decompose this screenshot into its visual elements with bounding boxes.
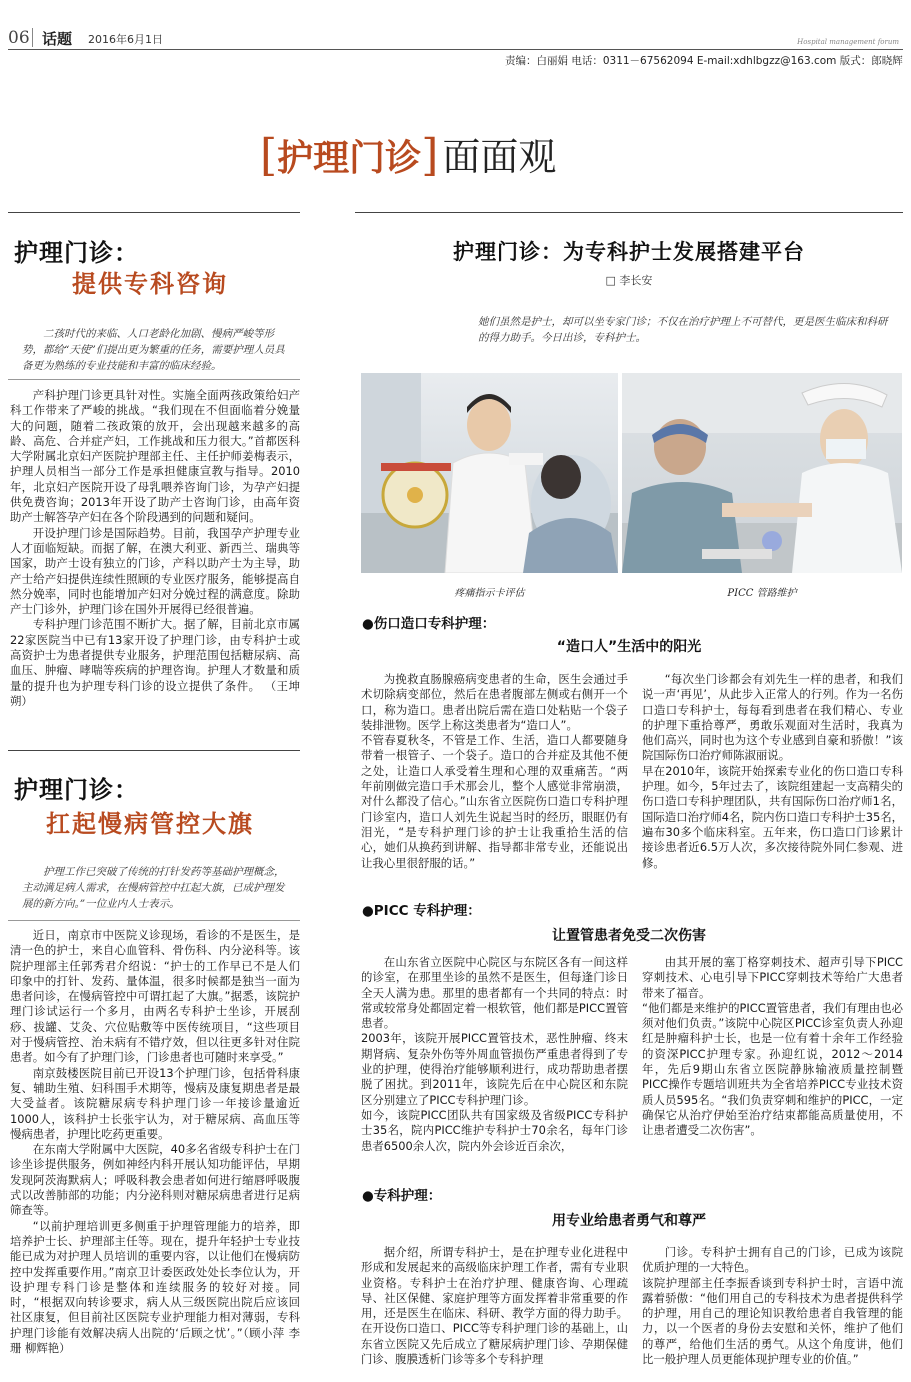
banner-bracket-open: [	[260, 130, 278, 181]
photo-picc-maintenance	[622, 373, 902, 573]
section3-column-a: 据介绍，所谓专科护士，是在护理专业化进程中形成和发展起来的高级临床护理工作者，需有专业职业资格。专科护士在治疗护理、健康咨询、心理疏导、社区保健、家庭护理等方面发挥着非常重要的作用，还是医生在临床、科研、教学方面的得力助手。在开设伤口造口、PICC等专科护理门诊的基础上，山东省立医院又先后成立了糖尿病护理门诊、孕期保健门诊、腹膜透析门诊等多个专科护理	[361, 1245, 628, 1367]
section1-column-b: “每次坐门诊都会有刘先生一样的患者，和我们说一声‘再见’，从此步入正常人的行列。作为一名伤口造口专科护士，每每看到患者在我们精心、专业的护理下重拾尊严，勇敢乐观面对生活时，我真为他们高兴，同时也为这个专业感到自豪和骄傲！”该院国际伤口治疗师陈淑丽说。 早在2010年，该院开始探索专业化的伤口造口专科护理。如今，5年过去了，该院组建起一支高精尖的伤口造口专科护理团队，共有国际伤口治疗师1名，国际造口治疗师4名，院内伤口造口专科护士35名，遍布30多个临床科室。五年来，伤口造口门诊累计接诊患者近6.5万人次，多次接待院外同仁参观、进修。	[642, 672, 903, 870]
banner-black-text: 面面观	[442, 135, 557, 179]
left2-title-line2: 扛起慢病管控大旗	[46, 809, 254, 838]
left2-para-1: 近日，南京市中医院义诊现场，看诊的不是医生，是清一色的护士，来自心血管科、骨伤科、内分泌科等。该院护理部主任郭秀君介绍说：“护士的工作早已不是人们印象中的打针、发药、量体温，很多时候都是独当一面为患者问诊，在慢病管控中可谓扛起了大旗。”据悉，该院护理门诊试运行一个多月，由两名专科护士坐诊，开展刮痧、拔罐、艾灸、穴位贴敷等中医传统项目，“这些项目对于慢病管控、治未病有不错疗效，但以往更多针对住院患者。如今有了护理门诊，门诊患者也可随时来享受。”	[10, 928, 300, 1065]
editor-credits: 责编：白丽娟 电话：0311－67562094 E-mail:xdhlbgzz@163.com 版式：郎晓辉	[505, 55, 903, 67]
left-top-rule	[8, 212, 300, 213]
photo-picc-maintenance-illustration	[622, 373, 902, 573]
right-top-rule	[355, 212, 903, 213]
left1-para-3: 专科护理门诊范围不断扩大。据了解，目前北京市属22家医院当中已有13家开设了护理门诊，由专科护士或高资护士为患者提供专业服务，护理范围包括糖尿病、高血压、肿瘤、哮喘等疾病的护理咨询。护理人才数量和质量的提升也为护理专科门诊的设立提供了条件。 （王坤朔）	[10, 617, 300, 708]
section3-subtitle: 用专业给患者勇气和尊严	[552, 1213, 706, 1229]
page-banner	[260, 132, 680, 182]
banner-red-text: 护理门诊	[277, 137, 422, 179]
section3-heading: ●专科护理：	[362, 1188, 442, 1204]
photo-pain-assessment-illustration	[361, 373, 618, 573]
photo2-caption: PICC 管路维护	[727, 588, 797, 599]
left1-lead: 二孩时代的来临、人口老龄化加剧、慢病严峻等形势，都给“天使”们提出更为繁重的任务，需要护理人员具备更为熟练的专业技能和丰富的临床经验。	[22, 328, 285, 372]
section1-heading: ●伤口造口专科护理：	[362, 616, 496, 632]
header-divider	[32, 28, 33, 47]
banner-bracket-close: ]	[421, 130, 439, 181]
section-label: 话题	[42, 30, 73, 48]
left1-para-1: 产科护理门诊更具针对性。实施全面两孩政策给妇产科工作带来了严峻的挑战。“我们现在不但面临着分娩量大的问题，随着二孩政策的放开，会出现越来越多的高龄、高危、合并症产妇，工作挑战和压力很大。”首都医科大学附属北京妇产医院护理部主任、主任护师姜梅表示，护理人员相当一部分工作是承担健康宣教与指导。2010年，北京妇产医院开设了母乳喂养咨询门诊，为孕产妇提供免费咨询；2013年开设了助产士咨询门诊，由高年资助产士解答孕产妇在各个阶段遇到的问题和疑问。	[10, 388, 300, 525]
left2-lead-rule	[8, 920, 300, 921]
issue-date: 2016年6月1日	[88, 33, 163, 46]
left1-title-line2: 提供专科咨询	[72, 269, 228, 298]
left2-para-3: 在东南大学附属中大医院，40多名省级专科护士在门诊坐诊提供服务，例如神经内科开展认知功能评估，早期发现阿茨海默病人；呼吸科教会患者如何进行缩唇呼吸腹式以改善肺部的功能；内分泌科则对糖尿病患者进行足病筛查等。	[10, 1142, 300, 1218]
left2-para-4: “以前护理培训更多侧重于护理管理能力的培养，即培养护士长、护理部主任等。现在，提升年轻护士专业技能已成为对护理人员培训的重要内容，以让他们在慢病防控中发挥重要作用。”南京卫计委医政处处长李位认为，开设护理专科门诊是整体和连续服务的较好对接。同时，“根据双向转诊要求，病人从三级医院出院后应该回社区康复，但目前社区医院专业护理能力相对薄弱，专科护理门诊能有效解决病人出院的‘后顾之忧’。”（顾小萍 李珊 柳辉艳）	[10, 1218, 300, 1356]
left2-title-line1: 护理门诊：	[14, 775, 139, 804]
page-header	[8, 30, 903, 50]
section2-column-b: 由其开展的塞丁格穿刺技术、超声引导下PICC穿刺技术、心电引导下PICC穿刺技术等给广大患者带来了福音。 “他们都是来维护的PICC置管患者，我们有理由也必须对他们负责。”该院中心院区PICC诊室负责人孙迎红是肿瘤科护士长，也是一位有着十余年工作经验的资深PICC护理专家。孙迎红说，2012～2014年，先后9期山东省立医院静脉输液质量控制暨PICC操作专题培训班共为全省培养PICC专业技术资质人员595名。“我们负责穿刺和维护的PICC，一定确保它从治疗伊始至治疗结束都能高质量使用，不让患者遭受二次伤害”。	[642, 955, 903, 1138]
section1-column-a: 为挽救直肠腺癌病变患者的生命，医生会通过手术切除病变部位，然后在患者腹部左侧或右侧开一个口，称为造口。患者出院后需在造口处粘贴一个袋子装排泄物。医学上称这类患者为“造口人”。 不管春夏秋冬，不管是工作、生活，造口人都要随身带着一根管子、一个袋子。造口的合并症及其他不便之处，让造口人承受着生理和心理的双重痛苦。“两年前刚做完造口手术那会儿，整个人感觉非常崩溃，对什么都没了信心。”山东省立医院伤口造口专科护理门诊室内，造口人刘先生说起当时的经历，眼眶仍有泪光，“是专科护理门诊的护士让我重拾生活的信心，她们从换药到讲解、指导都非常专业，还能说出让我心里很舒服的话。”	[361, 672, 628, 870]
section2-subtitle: 让置管患者免受二次伤害	[552, 928, 706, 944]
left2-lead: 护理工作已突破了传统的打针发药等基础护理概念，主动满足病人需求，在慢病管控中扛起大旗，已成护理发展的新方向。”一位业内人士表示。	[22, 866, 285, 910]
section1-subtitle: “造口人”生活中的阳光	[556, 639, 702, 655]
masthead-english: Hospital management forum	[797, 38, 899, 46]
left1-para-2: 开设护理门诊是国际趋势。目前，我国孕产护理专业人才面临短缺。而据了解，在澳大利亚、新西兰、瑞典等国家，助产士设有独立的门诊，产科以助产士为主导，助产士给产妇提供连续性照顾的专业医疗服务，能够提高自然分娩率，同时也能增加产妇对分娩过程的满意度。除助产士门诊外，护理门诊在国外开展得已经很普遍。	[10, 525, 300, 617]
section3-column-b: 门诊。专科护士拥有自己的门诊，已成为该院优质护理的一大特色。 该院护理部主任李振香谈到专科护士时，言语中流露着骄傲：“他们用自己的专科技术为患者提供科学的护理，用自己的理论知识教给患者自我管理的能力，以一个医者的身份去安慰和关怀，维护了他们的尊严，给他们生活的勇气。从这个角度讲，他们比一般护理人员更能体现护理专业的价值。”	[642, 1245, 903, 1367]
photo-pain-assessment	[361, 373, 618, 573]
left2-para-2: 南京鼓楼医院目前已开设13个护理门诊，包括骨科康复、辅助生殖、妇科围手术期等，慢病及康复期患者是最大受益者。该院糖尿病专科护理门诊一年接诊量逾近1000人，该科护士长张宇认为，对于糖尿病、高血压等慢病患者，护理比吃药更重要。	[10, 1065, 300, 1141]
section2-column-a: 在山东省立医院中心院区与东院区各有一间这样的诊室，在那里坐诊的虽然不是医生，但每逢门诊日全天人满为患。那里的患者都有一个共同的特点：时常或较常身处都固定着一根软管，他们都是PICC置管患者。 2003年，该院开展PICC置管技术，恶性肿瘤、终末期肾病、复杂外伤等外周血管损伤严重患者得到了专业的护理，使得治疗能够顺利进行，成功帮助患者摆脱了困扰。到2011年，该院先后在中心院区和东院区分别建立了PICC专科护理门诊。 如今，该院PICC团队共有国家级及省级PICC专科护士35名，院内PICC维护专科护士70余名，每年门诊患者6500余人次，院内外会诊近百余次，	[361, 955, 628, 1153]
left1-title-line1: 护理门诊：	[14, 238, 139, 267]
section2-heading: ●PICC 专科护理：	[362, 903, 481, 919]
left2-body	[10, 928, 300, 1356]
page-number: 06	[8, 28, 30, 48]
main-lead: 她们虽然是护士，却可以坐专家门诊；不仅在治疗护理上不可替代，更是医生临床和科研的得力助手。今日出诊，专科护士。	[478, 316, 888, 344]
left-mid-rule	[8, 750, 300, 751]
left1-lead-rule	[8, 379, 300, 380]
photo1-caption: 疼痛指示卡评估	[454, 588, 525, 599]
main-byline: □ 李长安	[605, 274, 653, 287]
header-rule	[8, 49, 903, 50]
main-article-title: 护理门诊：为专科护士发展搭建平台	[453, 239, 805, 264]
left1-body	[10, 388, 300, 709]
